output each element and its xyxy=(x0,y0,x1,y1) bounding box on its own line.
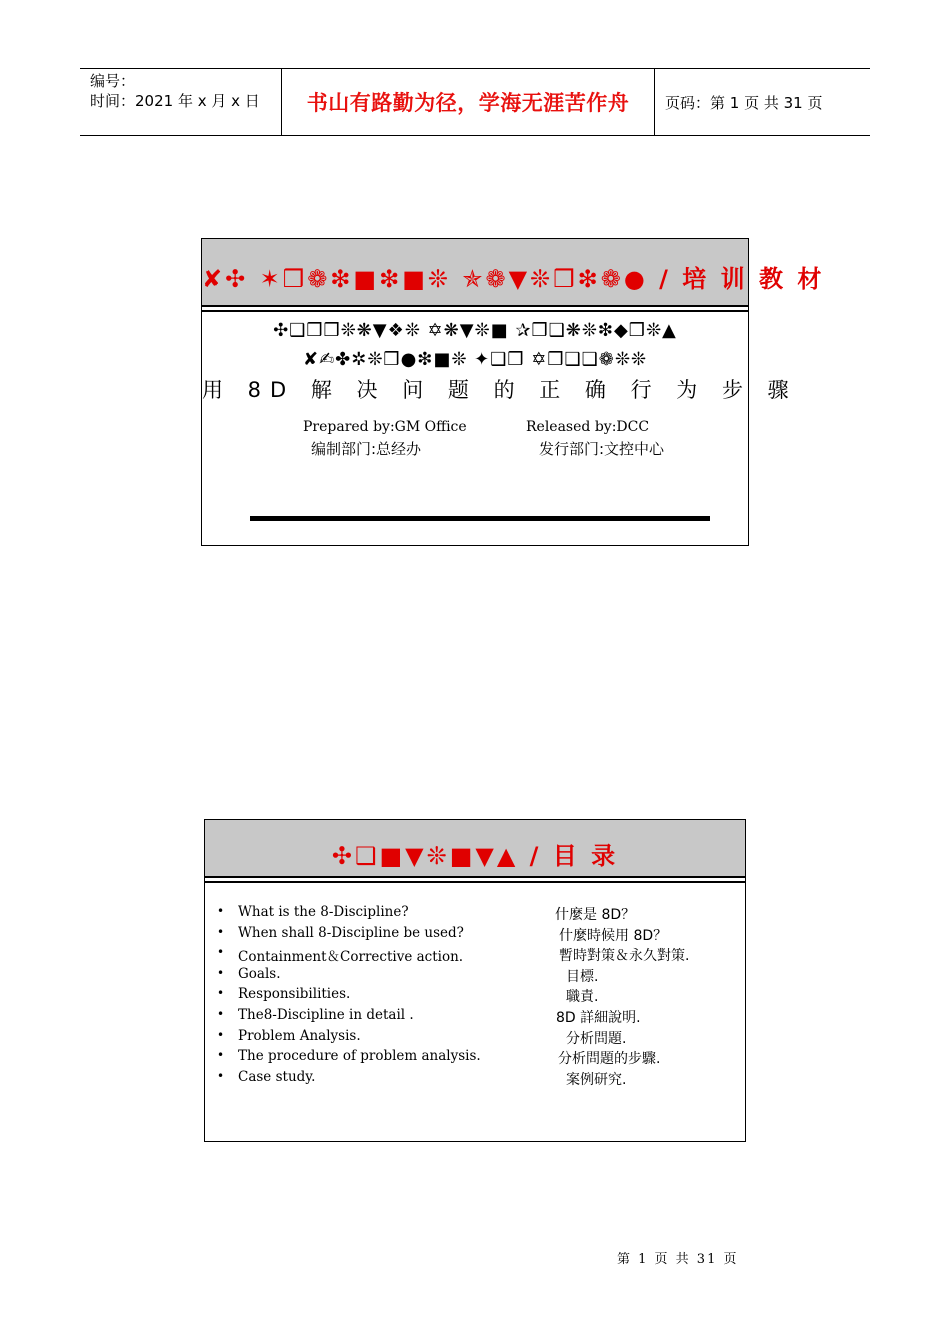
subtitle-line-1: ✣❑❒❒❊❋▼❖❊ ✡❋▼❊■ ✰❒❑❋❊❇◆❒❊▲ xyxy=(273,320,677,341)
item-zh: 目標. xyxy=(566,968,599,985)
title-divider xyxy=(202,310,748,312)
slide-cover xyxy=(201,238,825,546)
bullet-icon: • xyxy=(217,945,225,960)
bullet-icon: • xyxy=(217,904,225,918)
item-zh: 暫時對策＆永久對策. xyxy=(559,948,690,965)
list-item xyxy=(217,1007,737,1028)
document-header xyxy=(80,68,870,136)
bullet-icon: • xyxy=(217,1027,225,1042)
item-en: When shall 8-Discipline be used? xyxy=(238,924,464,941)
slide-title: ✣❑■▼❊■▼▲ / 目 录 xyxy=(331,842,619,870)
slide-title-band xyxy=(205,820,745,878)
header-meta-cell xyxy=(80,69,282,135)
list-item xyxy=(217,1028,737,1049)
number-label: 编号： xyxy=(90,72,136,90)
item-en: Problem Analysis. xyxy=(238,1027,361,1044)
header-motto: 书山有路勤为径，学海无涯苦作舟 xyxy=(282,69,655,135)
item-en: The8-Discipline in detail . xyxy=(238,1006,414,1023)
subtitle-line-2: ✘✍✤✲❊❒●❇■❊ ✦❑❒ ✡❒❑❑❁❊❊ xyxy=(303,349,647,370)
item-zh: 案例研究. xyxy=(566,1071,627,1088)
bullet-icon: • xyxy=(217,1068,225,1083)
item-zh: 職責. xyxy=(566,989,599,1006)
list-item xyxy=(217,1048,737,1069)
released-by: Released by:DCC xyxy=(526,419,650,435)
slide-contents xyxy=(204,819,746,1142)
page-footer: 第 1 页 共 31 页 xyxy=(617,1252,739,1267)
list-item xyxy=(217,945,737,966)
list-item xyxy=(217,904,737,925)
list-item xyxy=(217,986,737,1007)
released-dept: 发行部门:文控中心 xyxy=(539,440,665,458)
item-zh: 什麼時候用 8D？ xyxy=(559,927,668,944)
prepared-by: Prepared by:GM Office xyxy=(303,419,467,435)
item-en: Goals. xyxy=(238,965,281,982)
item-en: The procedure of problem analysis. xyxy=(238,1048,481,1065)
item-en: Responsibilities. xyxy=(238,986,351,1003)
time-label: 时间：2021 年 x 月 x 日 xyxy=(90,92,260,110)
list-item xyxy=(217,1069,737,1090)
title-divider xyxy=(205,881,745,883)
bullet-icon: • xyxy=(217,924,225,939)
item-en: Containment＆Corrective action. xyxy=(238,949,464,966)
chinese-title: 用 8D 解 决 问 题 的 正 确 行 为 步 骤 xyxy=(202,378,798,402)
item-zh: 分析問題. xyxy=(566,1030,627,1047)
contents-list xyxy=(217,904,737,1089)
header-page-label: 页码：第 1 页 共 31 页 xyxy=(665,94,823,112)
bullet-icon: • xyxy=(217,986,225,1001)
item-zh: 分析問題的步驟. xyxy=(558,1051,661,1068)
slide-title: ✘✣ ✶❒❁❇■❇■❊ ✯❁▼❊❒❇❁● / 培 训 教 材 xyxy=(202,265,825,293)
bullet-icon: • xyxy=(217,1048,225,1063)
slide-title-band xyxy=(202,239,825,307)
list-item xyxy=(217,925,737,946)
bullet-icon: • xyxy=(217,965,225,980)
list-item xyxy=(217,966,737,987)
item-en: Case study. xyxy=(238,1068,316,1085)
item-en: What is the 8-Discipline? xyxy=(238,904,409,920)
prepared-dept: 编制部门:总经办 xyxy=(311,440,422,458)
bullet-icon: • xyxy=(217,1006,225,1021)
item-zh: 什麼是 8D？ xyxy=(555,907,636,923)
bottom-rule xyxy=(250,516,710,521)
item-zh: 8D 詳細說明. xyxy=(556,1009,641,1026)
